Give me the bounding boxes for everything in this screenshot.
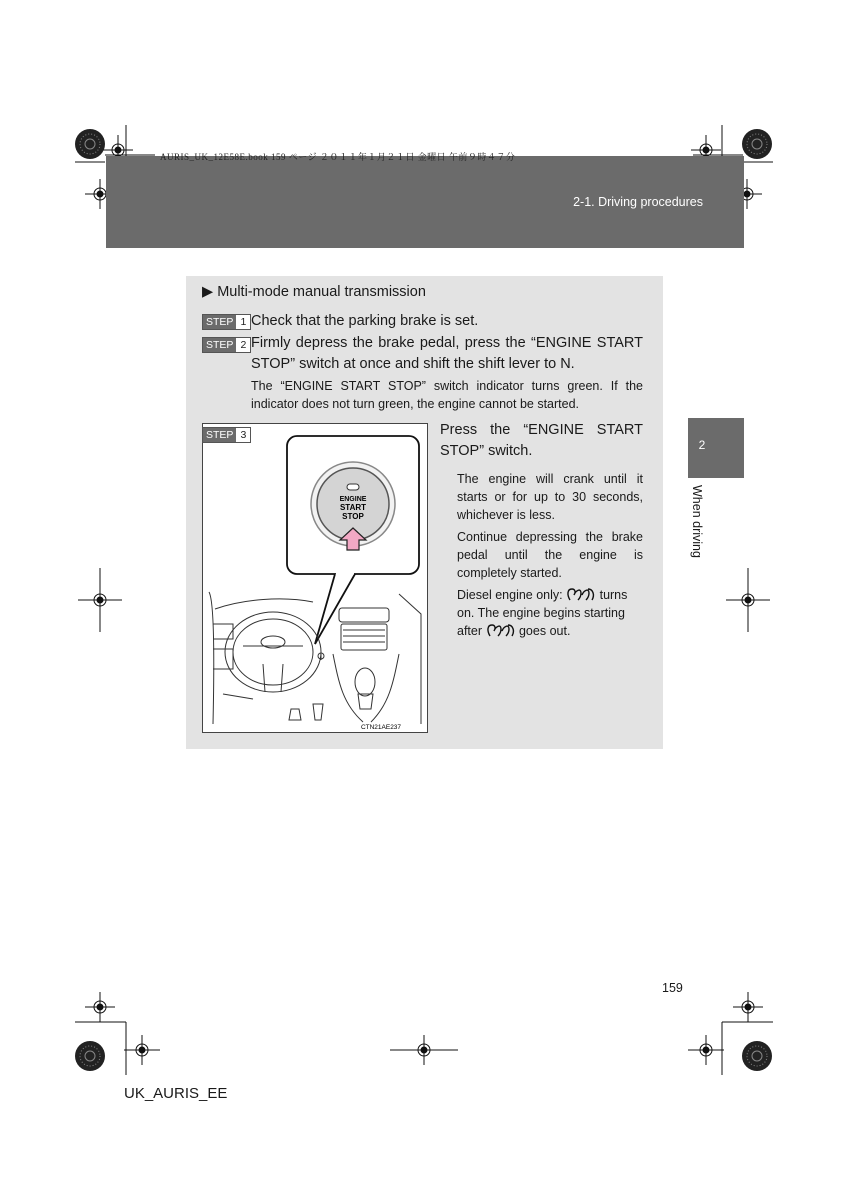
step-2-note: The “ENGINE START STOP” switch indicator turns green. If the indicator does not turn green, the engine cannot be started. [251, 379, 643, 411]
glow-plug-indicator-icon [566, 587, 596, 601]
page-number: 159 [662, 981, 683, 995]
triangle-marker-icon: ▶ [202, 284, 214, 300]
chapter-label: When driving [690, 485, 704, 558]
step-3-text: Press the “ENGINE START STOP” switch. [440, 422, 643, 459]
section-title: 2-1. Driving procedures [573, 195, 703, 209]
engine-start-illustration [202, 423, 428, 733]
illustration-code: CTN21AE237 [360, 724, 402, 731]
step-3-note-brake: Continue depressing the brake pedal until the engine is completely started. [457, 530, 643, 580]
dashboard-drawing [203, 424, 427, 732]
print-info: AURIS_UK_12E58E.book 159 ページ ２０１１年１月２１日 金曜日 午前９時４７分 [160, 152, 516, 162]
glow-plug-indicator-icon [486, 623, 516, 637]
section-heading [202, 284, 426, 300]
step-3-badge: STEP 3 [202, 426, 251, 444]
step-3-note-crank: The engine will crank until it starts or for up to 30 seconds, whichever is less. [457, 472, 643, 522]
step-2-text: Firmly depress the brake pedal, press the “ENGINE START STOP” switch at once and shift the shift lever to N. [251, 335, 643, 372]
button-label-engine: ENGINE [339, 496, 367, 503]
heading-text: Multi-mode manual transmission [217, 284, 426, 300]
step-3-note-diesel: Diesel engine only: turns on. The engine begins starting after goes out. [457, 588, 628, 638]
step-2-badge: STEP 2 [202, 336, 251, 354]
chapter-tab [688, 418, 744, 478]
button-label-start: START [339, 503, 367, 512]
chapter-number: 2 [698, 438, 706, 452]
footer-code: UK_AURIS_EE [124, 1085, 228, 1102]
button-label-stop: STOP [342, 512, 364, 521]
step-1-badge: STEP 1 [202, 313, 251, 331]
step-1-text: Check that the parking brake is set. [251, 313, 479, 329]
